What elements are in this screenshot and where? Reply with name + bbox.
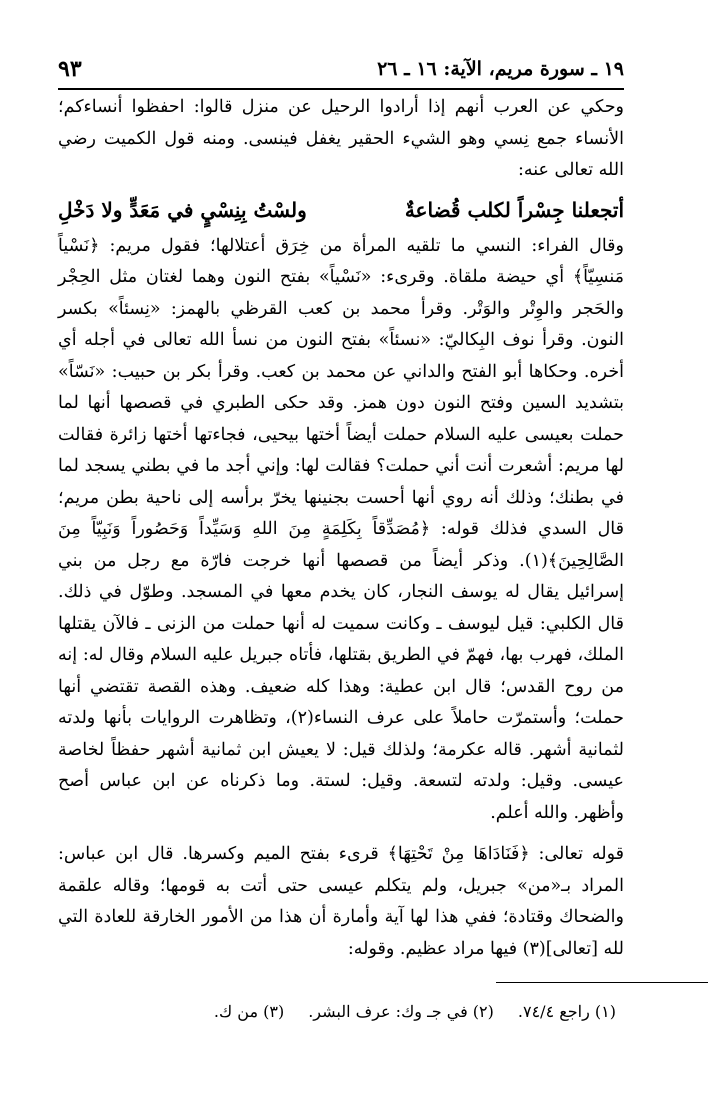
verse-second-hemistich: ولسْتُ بِنِسْيٍ في مَعَدٍّ ولا دَخْلِ bbox=[58, 197, 307, 222]
poetry-verse bbox=[58, 193, 624, 227]
paragraph-3: قوله تعالى: ﴿فَنَادَاهَا مِنْ تَحْتِهَا﴾ قرىء بفتح الميم وكسرها. قال ابن عباس: المراد بـ«من» جبريل، ولم يتكلم عيسى حتى أتت به قومها؛ وقاله علقمة والضحاك وقتادة؛ ففي هذا لها آية وأمارة أن هذا من الأمور الخارقة للعادة التي لله [تعالى](٣) فيها مراد عظيم. وقوله: bbox=[58, 844, 624, 959]
footnotes bbox=[58, 1002, 616, 1021]
page-header bbox=[58, 56, 624, 86]
paragraph-2: وقال الفراء: النسي ما تلقيه المرأة من خِرَق أعتلالها؛ فقول مريم: ﴿نَسْياً مَنسِيّاً﴾ أي حيضة ملقاة. وقرىء: «نَسْياً» بفتح النون وهما لغتان مثل الحِجْر والحَجر والوِتْر والوَتْر. وقرأ محمد بن كعب القرظي بالهمز: «نِسئاً» بكسر النون. وقرأ نوف البِكاليّ: «نسئاً» بفتح النون من نسأ الله تعالى في أجله أي أخره. وحكاها أبو الفتح والداني عن محمد بن كعب. وقرأ بكر بن حبيب: «نَسّاً» بتشديد السين وفتح النون دون همز. وقد حكى الطبري في قصصها أنها لما حملت بعيسى عليه السلام حملت أيضاً أختها بيحيى، فجاءتها أختها زائرة فقالت لها مريم: أشعرت أنت أني حملت؟ فقالت لها: وإني أجد ما في بطني يسجد لما في بطنك؛ وذلك أنه روي أنها أحست بجنينها يخرّ برأسه إلى ناحية بطن مريم؛ قال السدي فذلك قوله: ﴿مُصَدِّقاً بِكَلِمَةٍ مِنَ اللهِ وَسَيِّداً وَحَصُوراً وَنَبِيّاً مِنَ الصَّالِحِينَ﴾(١). وذكر أيضاً من قصصها أنها خرجت فارّة مع رجل من بني إسرائيل يقال له يوسف النجار، كان يخدم معها في المسجد. وطوّل في ذلك. قال الكلبي: قيل ليوسف ـ وكانت سميت له أنها حملت من الزنى ـ فالآن يقتلها الملك، فهرب بها، فهمّ في الطريق بقتلها، فأتاه جبريل عليه السلام وقال له: إنه من روح القدس؛ قال ابن عطية: وهذا كله ضعيف. وهذه القصة تقتضي أنها حملت؛ وأستمرّت حاملاً على عرف النساء(٢)، وتظاهرت الروايات بأنها ولدته لثمانية أشهر. قاله عكرمة؛ ولذلك قيل: لا يعيش ابن ثمانية أشهر حفظاً لخاصة عيسى. وقيل: ولدته لتسعة. وقيل: لستة. وما ذكرناه عن ابن عباس أصح وأظهر. والله أعلم. bbox=[58, 235, 624, 823]
footnote-1: (١) راجع ٧٤/٤. bbox=[517, 1002, 616, 1021]
footnote-2: (٢) في جـ وك: عرف البشر. bbox=[308, 1002, 494, 1021]
page-number: ٩٣ bbox=[58, 56, 82, 82]
footnote-3: (٣) من ك. bbox=[213, 1002, 285, 1021]
footnote-rule bbox=[496, 982, 708, 983]
running-title: ١٩ ـ سورة مريم، الآية: ١٦ ـ ٢٦ bbox=[377, 58, 624, 80]
main-text bbox=[58, 92, 624, 965]
verse-first-hemistich: أتجعلنا جِسْراً لكلب قُضاعةٌ bbox=[404, 197, 624, 222]
paragraph-1: وحكي عن العرب أنهم إذا أرادوا الرحيل عن منزل قالوا: احفظوا أنساءكم؛ الأنساء جمع نِسي وهو الشيء الحقير يغفل فينسى. ومنه قول الكميت رضي الله تعالى عنه: bbox=[58, 97, 624, 180]
paragraph-gap bbox=[58, 829, 624, 839]
header-rule bbox=[58, 88, 624, 90]
